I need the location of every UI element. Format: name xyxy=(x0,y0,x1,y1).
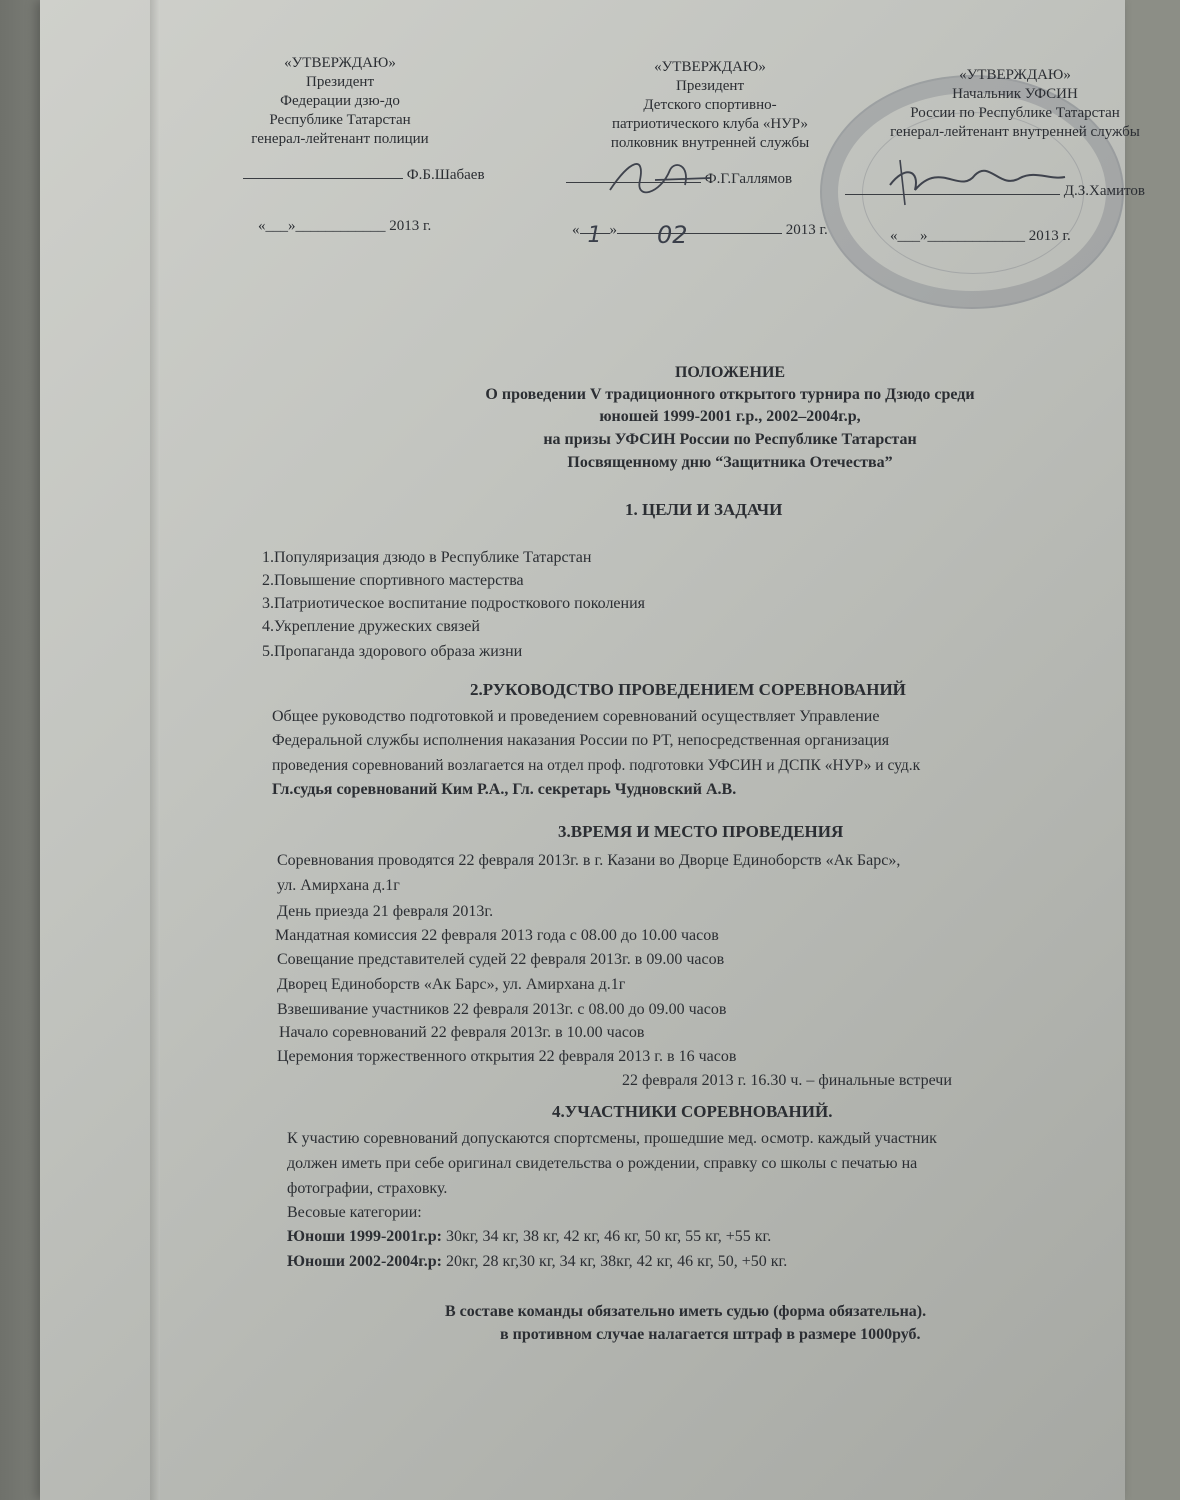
title-line: юношей 1999-2001 г.р., 2002–2004г.р, xyxy=(599,408,861,425)
signature-scribble-gallyamov xyxy=(600,150,720,210)
participants-text-line: должен иметь при себе оригинал свидетельства о рождении, справку со школы с печатью на xyxy=(287,1155,918,1172)
section-heading-participants: 4.УЧАСТНИКИ СОРЕВНОВАНИЙ. xyxy=(552,1102,833,1121)
management-text-line: Общее руководство подготовкой и проведением соревнований осуществляет Управление xyxy=(272,708,880,725)
approval-line: «УТВЕРЖДАЮ» xyxy=(284,55,396,71)
signer-name: Ф.Г.Галлямов xyxy=(704,171,793,187)
approval-line: патриотического клуба «НУР» xyxy=(611,116,809,132)
schedule-line: Церемония торжественного открытия 22 февраля 2013 г. в 16 часов xyxy=(277,1048,737,1065)
approval-date: «___»_____________ 2013 г. xyxy=(890,228,1071,244)
judge-requirement-note: В составе команды обязательно иметь судью (форма обязательна). xyxy=(445,1303,927,1320)
schedule-line: Мандатная комиссия 22 февраля 2013 года с 08.00 до 10.00 часов xyxy=(275,927,719,944)
approval-line: генерал-лейтенант внутренней службы xyxy=(890,124,1140,140)
management-text-line: Федеральной службы исполнения наказания России по РТ, непосредственная организация xyxy=(272,732,890,749)
schedule-line: Взвешивание участников 22 февраля 2013г. с 08.00 до 09.00 часов xyxy=(277,1001,727,1018)
schedule-line: Начало соревнований 22 февраля 2013г. в 10.00 часов xyxy=(279,1024,645,1041)
signature-scribble-khamitov xyxy=(880,150,1070,210)
section-heading-time-place: 3.ВРЕМЯ И МЕСТО ПРОВЕДЕНИЯ xyxy=(558,822,844,841)
document-title: ПОЛОЖЕНИЕ xyxy=(674,364,786,381)
goal-item: 1.Популяризация дзюдо в Республике Татарстан xyxy=(262,549,592,566)
approval-line: «УТВЕРЖДАЮ» xyxy=(959,67,1071,83)
management-text-line: проведения соревнований возлагается на отдел проф. подготовки УФСИН и ДСПК «НУР» и суд.к xyxy=(272,757,921,774)
schedule-line: День приезда 21 февраля 2013г. xyxy=(277,903,494,920)
signature-line-shabaev xyxy=(243,167,485,184)
approval-line: Республике Татарстан xyxy=(269,112,411,128)
approval-date: «___»____________ 2013 г. xyxy=(258,218,432,234)
approval-line: Детского спортивно- xyxy=(643,97,777,113)
schedule-line: Дворец Единоборств «Ак Барс», ул. Амирхана д.1г xyxy=(277,976,626,993)
approval-line: Президент xyxy=(306,74,374,90)
participants-text-line: К участию соревнований допускаются спортсмены, прошедшие мед. осмотр. каждый участник xyxy=(287,1130,937,1147)
approval-line: Президент xyxy=(676,78,744,94)
participants-text-line: фотографии, страховку. xyxy=(287,1180,448,1197)
goal-item: 2.Повышение спортивного мастерства xyxy=(262,572,524,589)
weight-categories-2002-2004: Юноши 2002-2004г.р: 20кг, 28 кг,30 кг, 34 кг, 38кг, 42 кг, 46 кг, 50, +50 кг. xyxy=(287,1253,788,1270)
goal-item: 4.Укрепление дружеских связей xyxy=(262,618,480,635)
goal-item: 3.Патриотическое воспитание подросткового поколения xyxy=(262,595,646,612)
penalty-note: в противном случае налагается штраф в размере 1000руб. xyxy=(500,1326,921,1343)
title-line: на призы УФСИН России по Республике Татарстан xyxy=(543,431,917,448)
approval-block-ufsin xyxy=(850,66,1180,142)
section-heading-management: 2.РУКОВОДСТВО ПРОВЕДЕНИЕМ СОРЕВНОВАНИЙ xyxy=(470,680,906,699)
schedule-line: ул. Амирхана д.1г xyxy=(277,877,400,894)
approval-line: «УТВЕРЖДАЮ» xyxy=(654,59,766,75)
judges-line: Гл.судья соревнований Ким Р.А., Гл. секретарь Чудновский А.В. xyxy=(272,781,737,798)
signer-name: Д.З.Хамитов xyxy=(1063,183,1145,199)
approval-block-nur-club xyxy=(545,58,875,153)
participants-text-line: Весовые категории: xyxy=(287,1204,422,1221)
handwritten-month: 02 xyxy=(657,221,688,249)
weight-categories-1999-2001: Юноши 1999-2001г.р: 30кг, 34 кг, 38 кг, 42 кг, 46 кг, 50 кг, 55 кг, +55 кг. xyxy=(287,1228,772,1245)
approval-date-handwritten: « 1 » 02 2013 г. xyxy=(572,221,828,249)
title-line: О проведении V традиционного открытого турнира по Дзюдо среди xyxy=(485,386,975,403)
title-line: Посвященному дню “Защитника Отечества” xyxy=(567,454,893,471)
approval-line: России по Республике Татарстан xyxy=(910,105,1120,121)
approval-line: генерал-лейтенант полиции xyxy=(251,131,429,147)
sheet-fold-shadow xyxy=(150,0,160,1500)
section-heading-goals: 1. ЦЕЛИ И ЗАДАЧИ xyxy=(625,500,783,519)
goal-item: 5.Пропаганда здорового образа жизни xyxy=(262,643,523,660)
approval-line: полковник внутренней службы xyxy=(610,135,810,151)
schedule-line: Соревнования проводятся 22 февраля 2013г. в г. Казани во Дворце Единоборств «Ак Барс», xyxy=(277,852,901,869)
handwritten-day: 1 xyxy=(587,223,602,248)
approval-line: Начальник УФСИН xyxy=(952,86,1078,102)
signer-name: Ф.Б.Шабаев xyxy=(406,167,485,183)
finals-line: 22 февраля 2013 г. 16.30 ч. – финальные встречи xyxy=(622,1072,952,1089)
approval-block-federation xyxy=(200,54,480,149)
schedule-line: Совещание представителей судей 22 февраля 2013г. в 09.00 часов xyxy=(277,951,725,968)
approval-line: Федерации дзю-до xyxy=(280,93,400,109)
